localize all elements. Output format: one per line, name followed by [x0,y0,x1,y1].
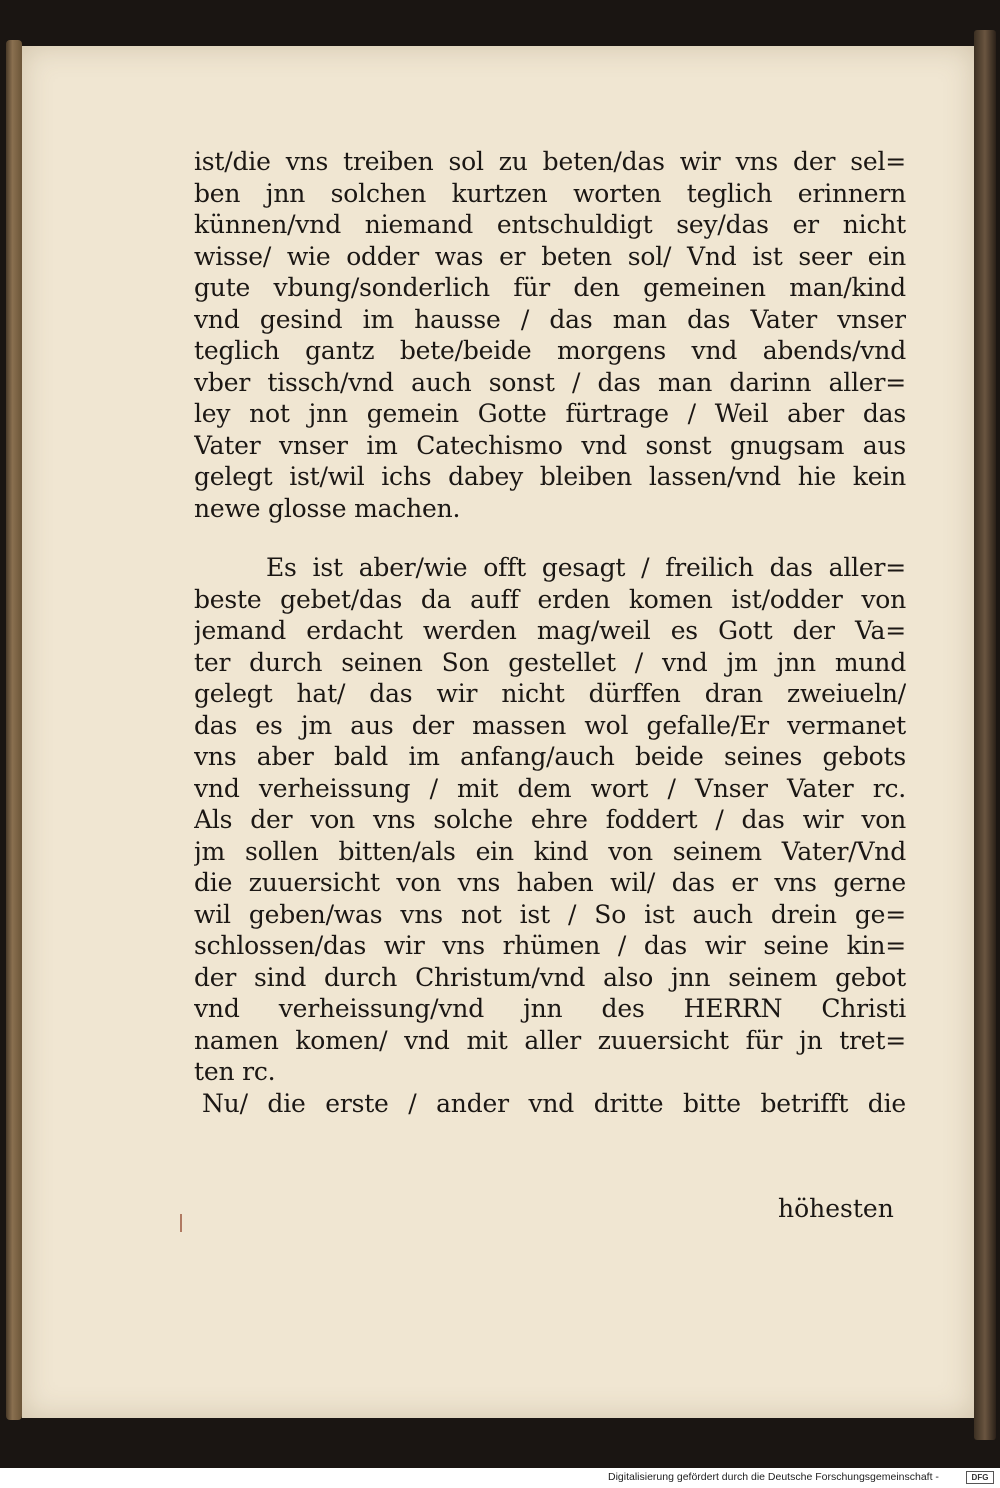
funding-credit: Digitalisierung gefördert durch die Deutsche Forschungsgemeinschaft - [608,1471,939,1483]
paragraph-2 [194,552,906,1088]
paragraph-3 [194,1088,906,1120]
text-line: Es ist aber/wie offt gesagt / freilich das aller= [266,553,906,582]
text-line: die zuuersicht von vns haben wil/ das er vns gerne [194,868,906,897]
text-line: Als der von vns solche ehre foddert / das wir von [194,805,906,834]
text-line: gute vbung/sonderlich für den gemeinen man/kind [194,273,906,302]
text-line: ist/die vns treiben sol zu beten/das wir vns der sel= [194,147,906,176]
text-line: ten rc. [194,1057,276,1086]
text-line: vnd verheissung / mit dem wort / Vnser Vater rc. [194,773,906,803]
text-line: wil geben/was vns not ist / So ist auch drein ge= [194,899,906,929]
catchword: höhesten [778,1194,894,1223]
footer [0,1468,1000,1488]
text-line: namen komen/ vnd mit aller zuuersicht für jn tret= [194,1025,906,1055]
text-line: teglich gantz bete/beide morgens vnd abends/vnd [194,336,906,365]
book-edge-left [6,40,22,1420]
text-line: wisse/ wie odder was er beten sol/ Vnd ist seer ein [194,241,906,271]
text-line: der sind durch Christum/vnd also jnn seinem gebot [194,962,906,992]
text-line: ben jnn solchen kurtzen worten teglich erinnern [194,178,906,208]
text-line: vber tissch/vnd auch sonst / das man darinn aller= [194,367,906,397]
text-line: ter durch seinen Son gestellet / vnd jm jnn mund [194,647,906,677]
text-line: gelegt ist/wil ichs dabey bleiben lassen/vnd hie kein [194,462,906,491]
margin-mark [180,1214,182,1232]
text-line: Nu/ die erste / ander vnd dritte bitte betrifft die [202,1088,906,1118]
text-line: vns aber bald im anfang/auch beide seines gebots [194,742,906,771]
text-line: das es jm aus der massen wol gefalle/Er vermanet [194,710,906,740]
text-block [194,146,906,1119]
text-line: gelegt hat/ das wir nicht dürffen dran zweiueln/ [194,679,906,708]
text-line: jm sollen bitten/als ein kind von seinem Vater/Vnd [194,836,906,866]
text-line: Vater vnser im Catechismo vnd sonst gnugsam aus [194,430,906,460]
text-line: vnd verheissung/vnd jnn des HERRN Christi [194,994,906,1023]
book-edge-right [974,30,996,1440]
text-line: schlossen/das wir vns rhümen / das wir seine kin= [194,931,906,960]
dfg-logo-icon: DFG [966,1471,994,1484]
text-line: künnen/vnd niemand entschuldigt sey/das er nicht [194,210,906,239]
text-line: jemand erdacht werden mag/weil es Gott der Va= [194,616,906,645]
text-line: ley not jnn gemein Gotte fürtrage / Weil aber das [194,399,906,428]
paragraph-1 [194,146,906,524]
paragraph-gap [194,524,906,552]
text-line: newe glosse machen. [194,493,461,523]
text-line: vnd gesind im hausse / das man das Vater vnser [194,304,906,334]
text-line: beste gebet/das da auff erden komen ist/odder von [194,584,906,614]
